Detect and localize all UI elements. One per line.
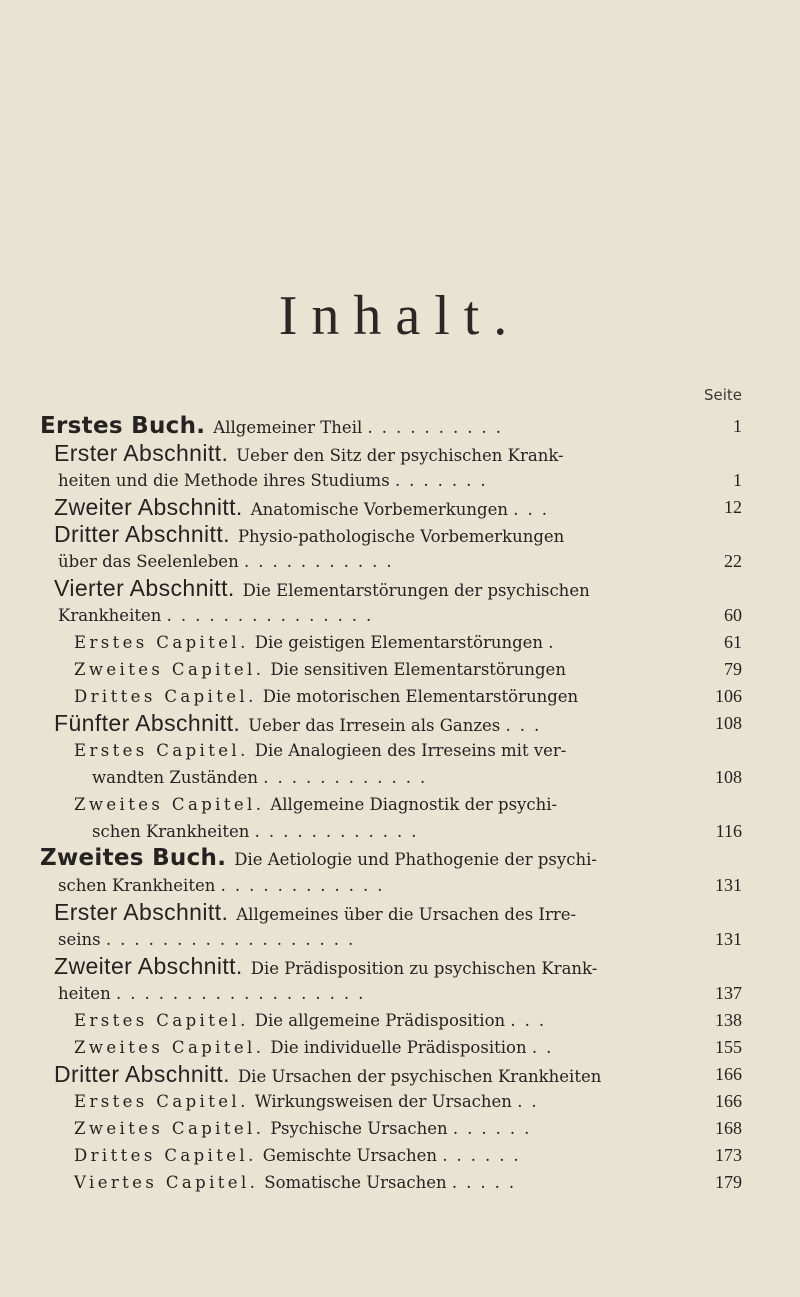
leader-dots: ... xyxy=(510,1011,554,1030)
page-number: 138 xyxy=(715,1010,742,1030)
entry-title: Die Elementarstörungen der psychischen xyxy=(242,581,590,600)
entry-title: schen Krankheiten xyxy=(58,876,216,895)
toc-entry-continuation xyxy=(0,548,800,575)
leader-dots: ............... xyxy=(166,606,381,625)
toc-entry xyxy=(0,1088,800,1115)
leader-dots: .................. xyxy=(115,984,373,1003)
entry-title: über das Seelenleben xyxy=(58,552,239,571)
entry-title: Die individuelle Prädisposition xyxy=(270,1038,527,1057)
section-heading: Vierter Abschnitt. xyxy=(54,575,235,601)
chapter-heading: Zweites Capitel. xyxy=(74,795,265,814)
toc-entry xyxy=(0,494,800,521)
page-number: 106 xyxy=(715,686,742,706)
toc-entry xyxy=(0,737,800,764)
entry-title: Krankheiten xyxy=(58,606,162,625)
toc-entry xyxy=(0,521,800,548)
chapter-heading: Erstes Capitel. xyxy=(74,1092,249,1111)
page-number: 168 xyxy=(715,1118,742,1138)
entry-title: Die motorischen Elementarstörungen xyxy=(262,687,579,706)
entry-title: seins xyxy=(58,930,101,949)
toc-entry xyxy=(0,575,800,602)
page-number: 116 xyxy=(715,821,742,841)
toc-entry-continuation xyxy=(0,926,800,953)
toc-entry-continuation xyxy=(0,818,800,845)
section-heading: Erster Abschnitt. xyxy=(54,440,229,466)
section-heading: Zweiter Abschnitt. xyxy=(54,494,243,520)
toc-entry xyxy=(0,413,800,440)
leader-dots: ...... xyxy=(452,1119,539,1138)
leader-dots: .......... xyxy=(367,418,510,437)
chapter-heading: Drittes Capitel. xyxy=(74,687,257,706)
seite-column-label: Seite xyxy=(703,386,742,404)
toc-entry xyxy=(0,791,800,818)
toc-entry xyxy=(0,440,800,467)
page-number: 179 xyxy=(715,1172,742,1192)
leader-dots: ...... xyxy=(442,1146,528,1165)
page-number: 60 xyxy=(724,605,742,625)
entry-title: Somatische Ursachen xyxy=(264,1173,447,1192)
entry-title: Die allgemeine Prädisposition xyxy=(254,1011,506,1030)
entry-title: Physio-pathologische Vorbemerkungen xyxy=(237,527,565,546)
toc-entry xyxy=(0,656,800,683)
chapter-heading: Viertes Capitel. xyxy=(74,1173,259,1192)
chapter-heading: Zweites Capitel. xyxy=(74,1119,265,1138)
entry-title: Die Analogieen des Irreseins mit ver- xyxy=(254,741,567,760)
leader-dots: ........... xyxy=(243,552,401,571)
leader-dots: ....... xyxy=(394,471,495,490)
entry-title: Die Aetiologie und Phathogenie der psychi- xyxy=(234,850,597,869)
page-number: 22 xyxy=(724,551,742,571)
section-heading: Erster Abschnitt. xyxy=(54,899,229,925)
entry-title: Ueber den Sitz der psychischen Krank- xyxy=(236,446,564,465)
toc-entry-continuation xyxy=(0,467,800,494)
toc-entry xyxy=(0,1169,800,1196)
page-number: 1 xyxy=(733,416,742,436)
toc-entry xyxy=(0,953,800,980)
page-number: 131 xyxy=(715,929,742,949)
page-number: 166 xyxy=(715,1091,742,1111)
page-number: 108 xyxy=(715,767,742,787)
section-heading: Dritter Abschnitt. xyxy=(54,1061,230,1087)
entry-title: Gemischte Ursachen xyxy=(262,1146,437,1165)
book-heading: Erstes Buch. xyxy=(40,413,206,439)
page-number: 173 xyxy=(715,1145,742,1165)
entry-title: Die Ursachen der psychischen Krankheiten xyxy=(237,1067,602,1086)
toc-entry-continuation xyxy=(0,980,800,1007)
leader-dots: ..... xyxy=(451,1173,524,1192)
entry-title: Allgemeine Diagnostik der psychi- xyxy=(270,795,558,814)
entry-title: Anatomische Vorbemerkungen xyxy=(250,500,508,519)
leader-dots: ... xyxy=(505,716,549,735)
entry-title: Psychische Ursachen xyxy=(270,1119,448,1138)
toc-entry xyxy=(0,710,800,737)
page-number: 1 xyxy=(733,470,742,490)
toc-entry-continuation xyxy=(0,764,800,791)
chapter-heading: Zweites Capitel. xyxy=(74,660,265,679)
entry-title: Allgemeiner Theil xyxy=(213,418,363,437)
toc-entry xyxy=(0,1142,800,1169)
leader-dots: ............ xyxy=(220,876,392,895)
chapter-heading: Drittes Capitel. xyxy=(74,1146,257,1165)
entry-title: Ueber das Irresein als Ganzes xyxy=(248,716,501,735)
toc-entry xyxy=(0,629,800,656)
toc-entry xyxy=(0,1034,800,1061)
toc-entry xyxy=(0,683,800,710)
chapter-heading: Erstes Capitel. xyxy=(74,1011,249,1030)
entry-title: heiten xyxy=(58,984,111,1003)
chapter-heading: Erstes Capitel. xyxy=(74,741,249,760)
leader-dots: . xyxy=(548,633,563,652)
toc-entry xyxy=(0,1007,800,1034)
page-number: 166 xyxy=(715,1064,742,1084)
leader-dots: ... xyxy=(513,500,556,519)
page-number: 155 xyxy=(715,1037,742,1057)
entry-title: heiten und die Methode ihres Studiums xyxy=(58,471,390,490)
section-heading: Dritter Abschnitt. xyxy=(54,521,230,547)
toc-entry xyxy=(0,899,800,926)
toc-entry xyxy=(0,1115,800,1142)
page-number: 79 xyxy=(724,659,742,679)
page-number: 108 xyxy=(715,713,742,733)
chapter-heading: Erstes Capitel. xyxy=(74,633,249,652)
entry-title: Wirkungsweisen der Ursachen xyxy=(254,1092,512,1111)
section-heading: Fünfter Abschnitt. xyxy=(54,710,241,736)
page-number: 61 xyxy=(724,632,742,652)
page-number: 137 xyxy=(715,983,742,1003)
page-number: 12 xyxy=(724,497,742,517)
toc-entry xyxy=(0,845,800,872)
entry-title: Die geistigen Elementarstörungen xyxy=(254,633,544,652)
entry-title: Die Prädisposition zu psychischen Krank- xyxy=(250,959,598,978)
entry-title: wandten Zuständen xyxy=(92,768,259,787)
toc-entry-continuation xyxy=(0,872,800,899)
leader-dots: ............ xyxy=(263,768,435,787)
page-title: Inhalt. xyxy=(278,285,522,347)
entry-title: Die sensitiven Elementarstörungen xyxy=(270,660,566,679)
book-heading: Zweites Buch. xyxy=(40,845,227,871)
toc-entry-continuation xyxy=(0,602,800,629)
page-number: 131 xyxy=(715,875,742,895)
chapter-heading: Zweites Capitel. xyxy=(74,1038,265,1057)
entry-title: Allgemeines über die Ursachen des Irre- xyxy=(236,905,577,924)
leader-dots: .. xyxy=(517,1092,546,1111)
toc-entry xyxy=(0,1061,800,1088)
leader-dots: .................. xyxy=(105,930,363,949)
leader-dots: ............ xyxy=(254,822,426,841)
section-heading: Zweiter Abschnitt. xyxy=(54,953,243,979)
entry-title: schen Krankheiten xyxy=(92,822,250,841)
leader-dots: .. xyxy=(531,1038,561,1057)
